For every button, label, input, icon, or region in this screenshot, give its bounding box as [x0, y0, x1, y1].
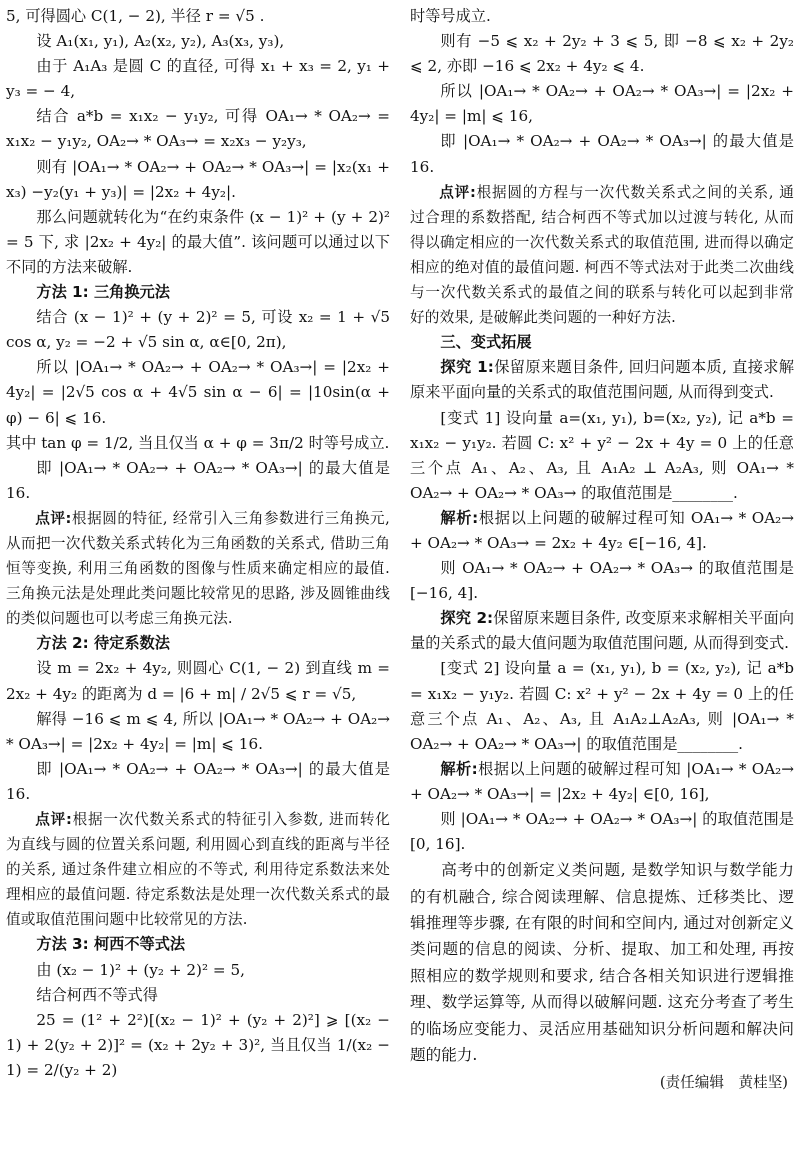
paragraph-text: [变式 1] 设向量 a=(x₁, y₁), b=(x₂, y₂), 记 a*b = x₁x₂ − y₁y₂. 若圆 C: x² + y² − 2x + 4y = 0 上的任意三个点 A₁、A₂、A₃, 且 A₁A₂ ⊥ A₂A₃, 则 OA₁→ * OA₂→ + OA₂→ * OA₃→ 的取值范围是________. [410, 408, 794, 502]
paragraph-text: 根据圆的方程与一次代数关系式之间的关系, 通过合理的系数搭配, 结合柯西不等式加以过渡与转化, 从而得以确定相应的一次代数关系式的取值范围, 进而得以确定相应的绝对值的最值问题. 柯西不等式法对于此类二次曲线与一次代数关系式的最值之间的联系与转化可以起到非常好的效果, 是破解此类问题的一种好方法. [410, 183, 794, 327]
right-paragraph [410, 79, 794, 129]
right-paragraph [410, 4, 794, 29]
paragraph-label: 解析: [440, 508, 479, 527]
paragraph-text: 时等号成立. [410, 7, 491, 25]
paragraph-text: 根据圆的特征, 经常引入三角参数进行三角换元, 从而把一次代数关系式转化为三角函数的关系式, 借助三角恒等变换, 利用三角函数的图像与性质来确定相应的最值. 三角换元法是处理此类问题比较常见的思路, 涉及圆锥曲线的类似问题也可以考虑三角换元法. [6, 509, 390, 628]
left-paragraph [6, 757, 390, 807]
left-paragraph [6, 54, 390, 104]
paragraph-text: 设 A₁(x₁, y₁), A₂(x₂, y₂), A₃(x₃, y₃), [36, 32, 285, 51]
paragraph-text: 则 OA₁→ * OA₂→ + OA₂→ * OA₃→ 的取值范围是 [−16, 4]. [410, 559, 794, 603]
left-paragraph [6, 104, 390, 154]
left-paragraph [6, 305, 390, 355]
editor-credit: (责任编辑 黄桂坚) [659, 1074, 788, 1092]
right-paragraph [410, 807, 794, 857]
paragraph-text: 则 |OA₁→ * OA₂→ + OA₂→ * OA₃→| 的取值范围是 [0, 16]. [410, 810, 794, 854]
paragraph-text: 则有 −5 ⩽ x₂ + 2y₂ + 3 ⩽ 5, 即 −8 ⩽ x₂ + 2y₂ ⩽ 2, 亦即 −16 ⩽ 2x₂ + 4y₂ ⩽ 4. [410, 32, 794, 76]
right-paragraph [410, 330, 794, 355]
right-paragraph [410, 180, 794, 331]
paragraph-text: 解得 −16 ⩽ m ⩽ 4, 所以 |OA₁→ * OA₂→ + OA₂→ * OA₃→| = |2x₂ + 4y₂| = |m| ⩽ 16. [6, 709, 390, 753]
paragraph-text: 结合 (x − 1)² + (y + 2)² = 5, 可设 x₂ = 1 + √5 cos α, y₂ = −2 + √5 sin α, α∈[0, 2π), [6, 308, 390, 352]
paragraph-text: [变式 2] 设向量 a = (x₁, y₁), b = (x₂, y₂), 记 a*b = x₁x₂ − y₁y₂. 若圆 C: x² + y² − 2x + 4y = 0 上的任意三个点 A₁、A₂、A₃, 且 A₁A₂⊥A₂A₃, 则 |OA₁→ * OA₂→ + OA₂→ * OA₃→| 的取值范围是________. [410, 659, 794, 753]
left-paragraph [6, 656, 390, 706]
paragraph-text: 根据以上问题的破解过程可知 OA₁→ * OA₂→ + OA₂→ * OA₃→ = 2x₂ + 4y₂ ∈[−16, 4]. [410, 508, 794, 552]
left-paragraph [6, 631, 390, 656]
left-paragraph [6, 205, 390, 280]
paragraph-label: 点评: [35, 811, 72, 828]
paragraph-text: 那么问题就转化为“在约束条件 (x − 1)² + (y + 2)² = 5 下, 求 |2x₂ + 4y₂| 的最大值”. 该问题可以通过以下不同的方法来破解. [6, 207, 390, 276]
paragraph-label: 点评: [439, 183, 476, 201]
paragraph-text: 方法 2: 待定系数法 [36, 634, 170, 653]
right-paragraph [410, 355, 794, 405]
left-paragraph [6, 355, 390, 430]
paragraph-label: 解析: [440, 759, 478, 778]
left-paragraph [6, 29, 390, 54]
left-paragraph [6, 1008, 390, 1083]
paragraph-text: 所以 |OA₁→ * OA₂→ + OA₂→ * OA₃→| = |2x₂ + 4y₂| = |m| ⩽ 16, [410, 82, 794, 126]
paragraph-text: 则有 |OA₁→ * OA₂→ + OA₂→ * OA₃→| = |x₂(x₁ + x₃) −y₂(y₁ + y₃)| = |2x₂ + 4y₂|. [6, 157, 390, 201]
right-paragraph [410, 606, 794, 656]
left-paragraph [6, 707, 390, 757]
paragraph-text: 保留原来题目条件, 改变原来求解相关平面向量的关系式的最大值问题为取值范围问题, 从而得到变式. [410, 609, 795, 653]
left-paragraph [6, 456, 390, 506]
paragraph-text: 5, 可得圆心 C(1, − 2), 半径 r = √5 . [6, 7, 265, 25]
paragraph-label: 探究 1: [440, 358, 494, 377]
left-paragraph [6, 983, 390, 1008]
paragraph-text: 其中 tan φ = 1/2, 当且仅当 α + φ = 3π/2 时等号成立. [6, 433, 390, 452]
paragraph-text: 结合柯西不等式得 [36, 985, 158, 1004]
paragraph-text: 即 |OA₁→ * OA₂→ + OA₂→ * OA₃→| 的最大值是 16. [6, 759, 390, 803]
left-paragraph [6, 958, 390, 983]
paragraph-text: 方法 1: 三角换元法 [36, 283, 170, 302]
left-paragraph [6, 807, 390, 932]
right-paragraph [410, 129, 794, 179]
left-paragraph [6, 4, 390, 29]
left-paragraph [6, 506, 390, 631]
paragraph-text: 设 m = 2x₂ + 4y₂, 则圆心 C(1, − 2) 到直线 m = 2x₂ + 4y₂ 的距离为 d = |6 + m| / 2√5 ⩽ r = √5, [6, 659, 390, 703]
right-column [410, 4, 794, 1096]
right-paragraph [410, 406, 794, 506]
right-paragraph [410, 29, 794, 79]
right-paragraph [410, 506, 794, 556]
right-paragraph [410, 556, 794, 606]
paragraph-text: 即 |OA₁→ * OA₂→ + OA₂→ * OA₃→| 的最大值是 16. [410, 132, 794, 176]
left-column [6, 4, 390, 1083]
right-paragraph [410, 857, 794, 1068]
right-paragraph [410, 656, 794, 756]
paragraph-text: 结合 a*b = x₁x₂ − y₁y₂, 可得 OA₁→ * OA₂→ = x₁x₂ − y₁y₂, OA₂→ * OA₃→ = x₂x₃ − y₂y₃, [6, 107, 390, 151]
right-column-body [410, 4, 794, 1068]
paragraph-text: 所以 |OA₁→ * OA₂→ + OA₂→ * OA₃→| = |2x₂ + 4y₂| = |2√5 cos α + 4√5 sin α − 6| = |10sin(α + φ) − 6| ⩽ 16. [6, 358, 390, 427]
paragraph-text: 高考中的创新定义类问题, 是数学知识与数学能力的有机融合, 综合阅读理解、信息提炼、迁移类比、逻辑推理等步骤, 在有限的时间和空间内, 通过对创新定义类问题的信息的阅读、分析、提取、加工和处理, 再按照相应的数学规则和要求, 结合各相关知识进行逻辑推理、数学运算等, 从而得以破解问题. 这充分考查了考生的临场应变能力、灵活应用基础知识分析问题和解决问题的能力. [410, 861, 794, 1065]
right-paragraph [410, 757, 794, 807]
paragraph-text: 根据一次代数关系式的特征引入参数, 进而转化为直线与圆的位置关系问题, 利用圆心到直线的距离与半径的关系, 通过条件建立相应的不等式, 利用待定系数法来处理相应的最值问题. 待定系数法是处理一次代数关系式的最值或取值范围问题中比较常见的方法. [6, 811, 390, 929]
paragraph-label: 点评: [35, 509, 72, 527]
paragraph-text: 方法 3: 柯西不等式法 [36, 935, 186, 954]
paragraph-label: 探究 2: [440, 609, 494, 628]
paragraph-text: 由 (x₂ − 1)² + (y₂ + 2)² = 5, [36, 960, 245, 979]
paragraph-text: 三、变式拓展 [440, 333, 532, 352]
left-paragraph [6, 280, 390, 305]
left-paragraph [6, 431, 390, 456]
left-paragraph [6, 155, 390, 205]
paragraph-text: 由于 A₁A₃ 是圆 C 的直径, 可得 x₁ + x₃ = 2, y₁ + y₃ = − 4, [6, 57, 390, 101]
paragraph-text: 保留原来题目条件, 回归问题本质, 直接求解原来平面向量的关系式的取值范围问题, 从而得到变式. [410, 358, 795, 402]
paragraph-text: 即 |OA₁→ * OA₂→ + OA₂→ * OA₃→| 的最大值是 16. [6, 458, 390, 502]
paragraph-text: 根据以上问题的破解过程可知 |OA₁→ * OA₂→ + OA₂→ * OA₃→| = |2x₂ + 4y₂| ∈[0, 16], [410, 759, 794, 803]
paragraph-text: 25 = (1² + 2²)[(x₂ − 1)² + (y₂ + 2)²] ⩾ [(x₂ − 1) + 2(y₂ + 2)]² = (x₂ + 2y₂ + 3)², 当且仅当 1/(x₂ − 1) = 2/(y₂ + 2) [6, 1010, 390, 1079]
left-paragraph [6, 932, 390, 957]
